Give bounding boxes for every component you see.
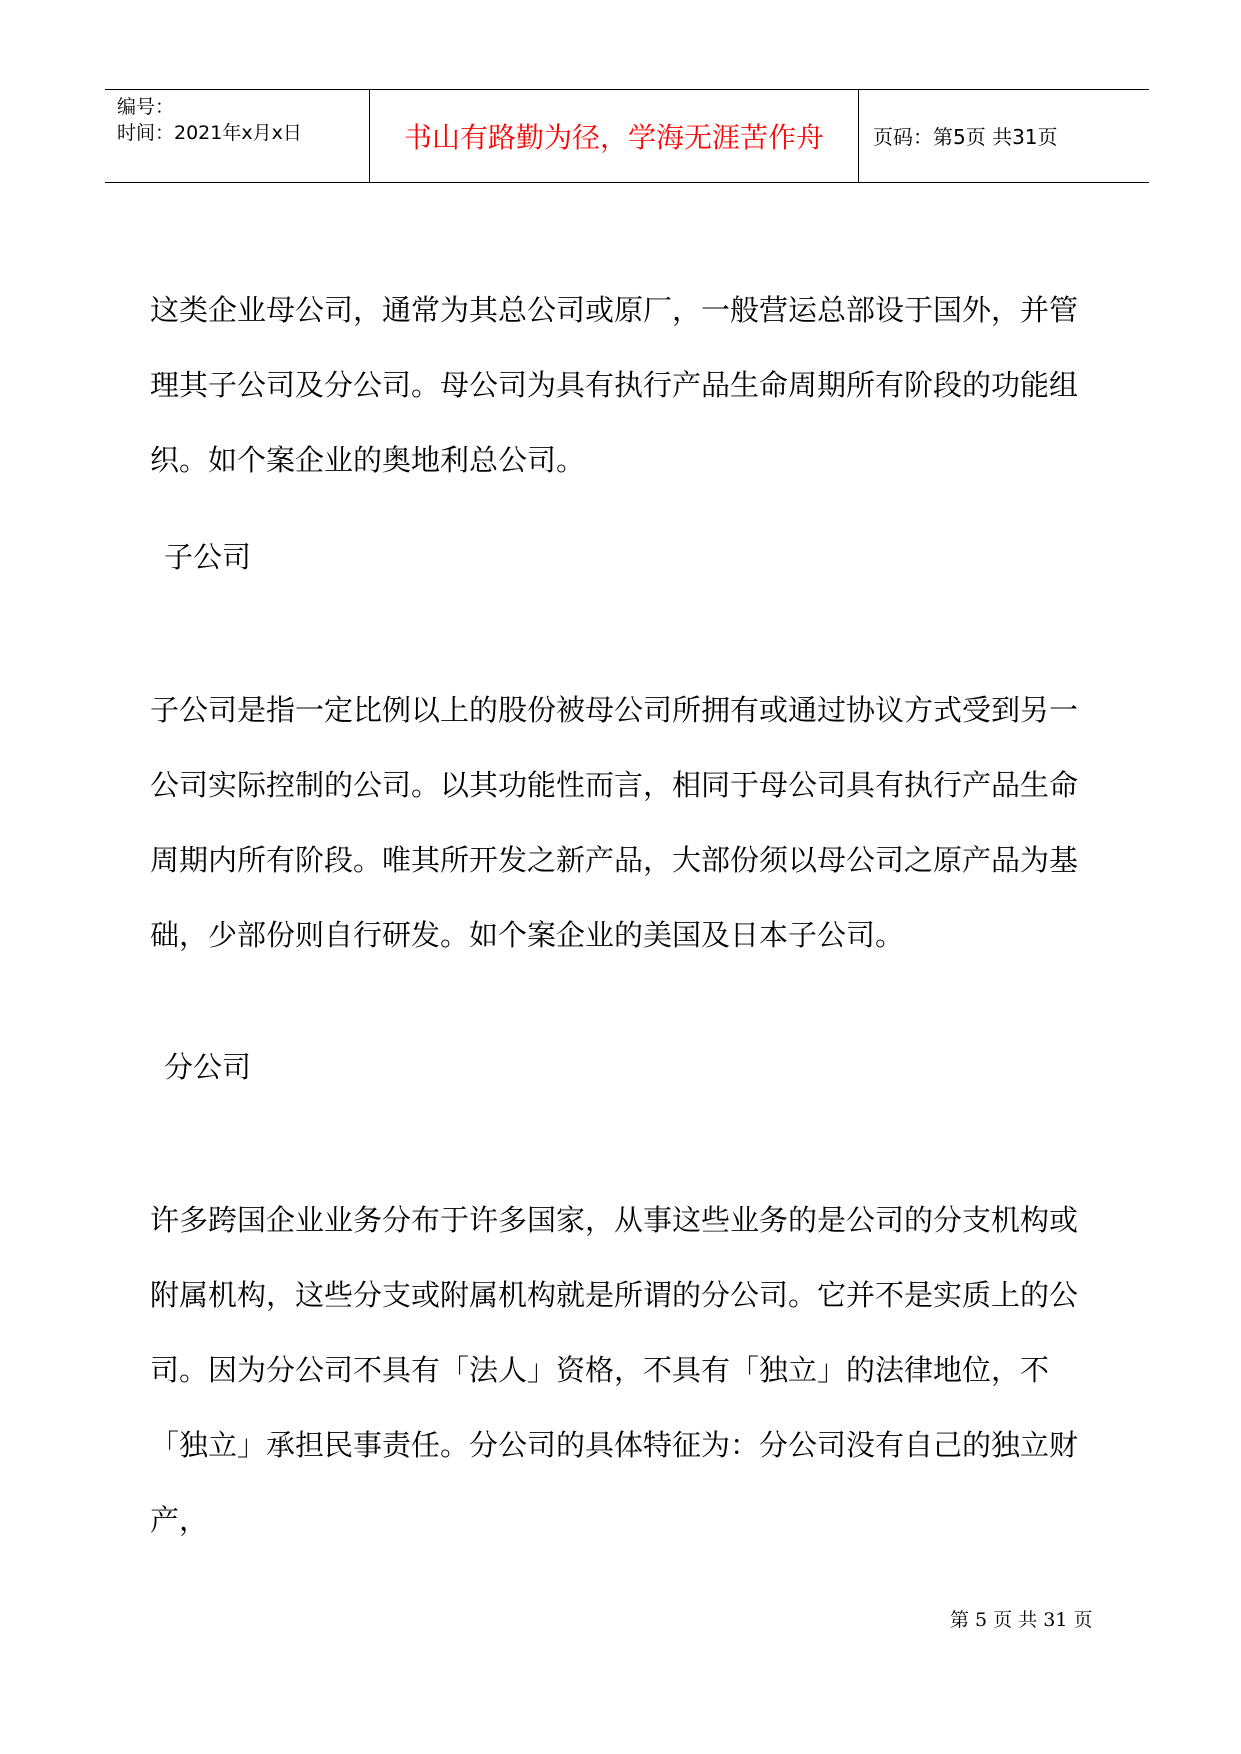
- header-motto: 书山有路勤为径，学海无涯苦作舟: [403, 120, 824, 154]
- header-page-number: 页码：第5页 共31页: [873, 125, 1058, 149]
- heading-branch: 分公司: [164, 1050, 252, 1084]
- page-footer: 第 5 页 共 31 页: [950, 1609, 1093, 1631]
- header-divider-left: [369, 90, 370, 182]
- heading-subsidiary: 子公司: [164, 540, 252, 574]
- header-meta: [117, 94, 302, 146]
- document-header: [105, 89, 1149, 183]
- paragraph-parent-company: 这类企业母公司，通常为其总公司或原厂，一般营运总部设于国外，并管理其子公司及分公司。母公司为具有执行产品生命周期所有阶段的功能组织。如个案企业的奥地利总公司。: [150, 293, 1079, 477]
- header-divider-right: [858, 90, 859, 182]
- time-label: 时间：2021年x月x日: [117, 122, 302, 144]
- serial-number-label: 编号：: [117, 96, 175, 118]
- paragraph-subsidiary: 子公司是指一定比例以上的股份被母公司所拥有或通过协议方式受到另一公司实际控制的公司。以其功能性而言，相同于母公司具有执行产品生命周期内所有阶段。唯其所开发之新产品，大部份须以母公司之原产品为基础，少部份则自行研发。如个案企业的美国及日本子公司。: [150, 693, 1079, 952]
- paragraph-branch: 许多跨国企业业务分布于许多国家，从事这些业务的是公司的分支机构或附属机构，这些分支或附属机构就是所谓的分公司。它并不是实质上的公司。因为分公司不具有「法人」资格，不具有「独立」的法律地位，不「独立」承担民事责任。分公司的具体特征为：分公司没有自己的独立财产，: [150, 1203, 1079, 1537]
